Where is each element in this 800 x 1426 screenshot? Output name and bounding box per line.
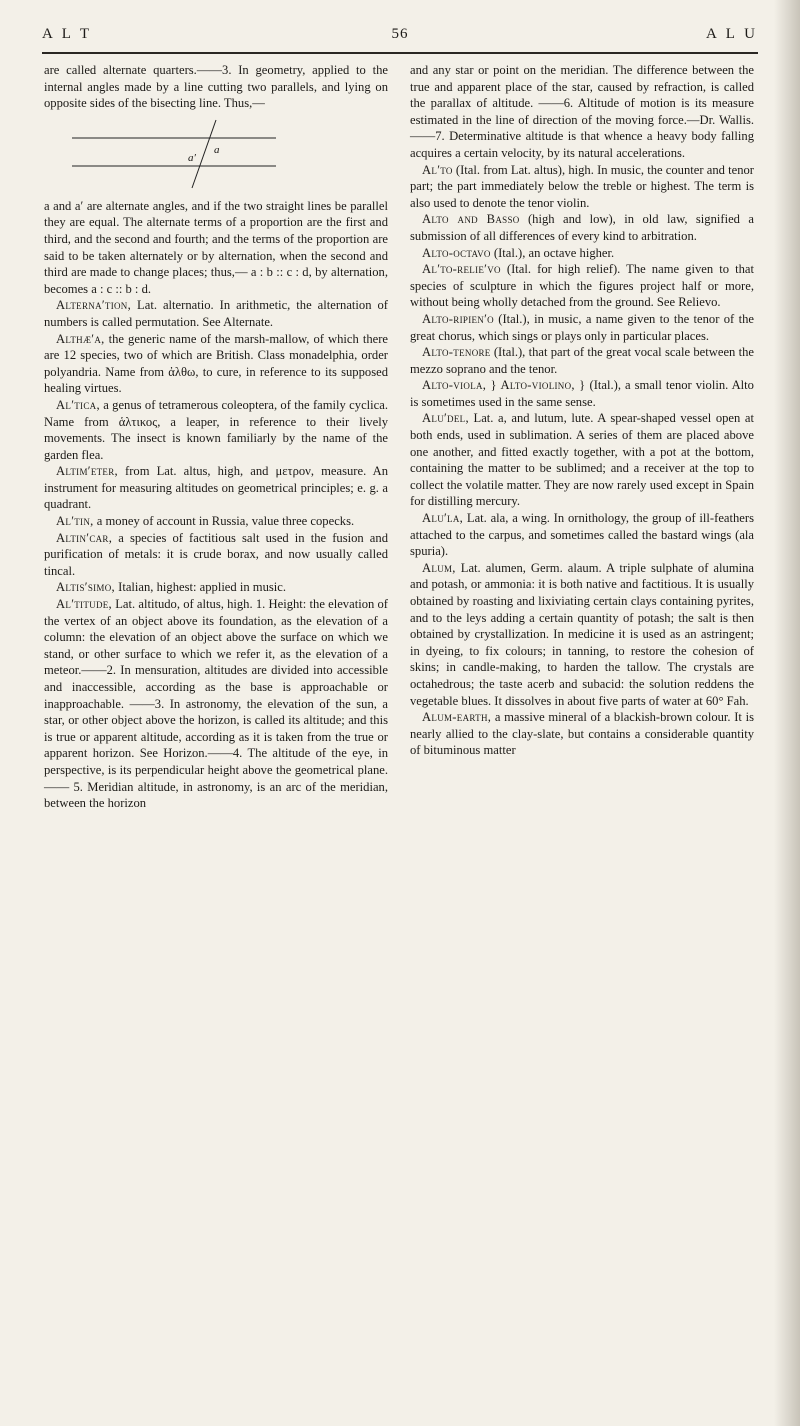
entry-text: Lat. alumen, Germ. alaum. A triple sulphate of alumina and potash, or ammonia: it is both native and factitious. It is usually obtained by roasting and lixiviating certain clays containing pyrites, and to the leys adding a certain quantity of potash; the salt is then obtained by crystallization. In medicine it is used as an astringent; in dyeing, to fix colours; in tanning, to restore the cohesion of skins; in candle-making, to harden the tallow. The crystals are octahedrous; the taste acerb and subacid: the solution reddens the vegetable blues. It dissolves in about five parts of water at 60° Fah. bbox=[410, 560, 754, 708]
dictionary-entry bbox=[410, 377, 754, 410]
entry-headword: Altim′eter, bbox=[56, 464, 118, 479]
dictionary-entry bbox=[410, 344, 754, 377]
entry-text: Italian, highest: applied in music. bbox=[118, 580, 287, 595]
entry-headword: Alto-ripien′o bbox=[422, 311, 494, 326]
entry-text: Lat. ala, a wing. In ornithology, the group of ill-feathers attached to the carpus, and sometimes called the bastard wings (ala spuria). bbox=[410, 511, 754, 559]
entry-text: Lat. alternatio. In arithmetic, the alternation of numbers is called permutation. See Alternate. bbox=[44, 298, 388, 329]
dictionary-entry bbox=[410, 162, 754, 212]
entry-headword: Alum-earth, bbox=[422, 710, 492, 725]
dictionary-entry bbox=[410, 410, 754, 510]
entry-text: (Ital. for high relief). The name given to that species of sculpture in which the figures project half or more, without being wholly detached from the ground. See Relievo. bbox=[410, 262, 754, 310]
left-column bbox=[44, 62, 388, 812]
angle-label-a: a bbox=[214, 143, 220, 156]
right-column bbox=[410, 62, 754, 759]
dictionary-entry bbox=[410, 311, 754, 344]
entry-headword: Alum, bbox=[422, 560, 456, 575]
entry-text: (Ital. from Lat. altus), high. In music, the counter and tenor part; the part immediately below the treble or highest. The term is also used to denote the tenor violin. bbox=[410, 162, 754, 210]
entry-text: the generic name of the marsh-mallow, of which there are 12 species, two of which are British. Class monadelphia, order polyandria. Name from ἀλθω, to cure, in reference to its supposed healing virtues. bbox=[44, 331, 388, 396]
entry-headword: Alto and Basso bbox=[422, 212, 520, 227]
entry-text: (Ital.), an octave higher. bbox=[493, 245, 615, 260]
entry-text: (Ital.), that part of the great vocal scale between the mezzo soprano and the tenor. bbox=[410, 345, 754, 376]
alternate-angles-text: a and a′ are alternate angles, and if the two straight lines be parallel they are equal. The alternate terms of a proportion are the first and third, and the second and fourth; and the terms of the proportion are said to be taken alternately or by alternation, when the second and third are made to change places; thus,— a : b :: c : d, by alternation, becomes a : c :: b : d. bbox=[44, 198, 388, 296]
entry-headword: Al′tin, bbox=[56, 514, 94, 529]
angle-label-a-prime: a′ bbox=[188, 151, 196, 164]
entry-headword: Alto-viola, } Alto-violino, } bbox=[422, 378, 586, 393]
entry-headword: Alu′del, bbox=[422, 411, 469, 426]
entry-headword: Al′tica, bbox=[56, 397, 100, 412]
page-edge-shadow bbox=[774, 0, 800, 1426]
alternate-angles-diagram bbox=[44, 114, 388, 192]
dictionary-entry bbox=[410, 560, 754, 709]
altitude-continuation: and any star or point on the meridian. The difference between the true and apparent place of the star, caused by refraction, is called the parallax of altitude. ——6. Altitude of motion is its measure estimated in the line of direction of the moving force.—Dr. Wallis.——7. Determinative altitude is that whence a heavy body falling acquires a certain velocity, by its natural accelerations. bbox=[410, 63, 754, 160]
entry-text: a genus of tetramerous coleoptera, of the family cyclica. Name from ἁλτικος, a leaper, in reference to their lively movements. The insect is known familiarly by the name of the garden flea. bbox=[44, 397, 388, 462]
dictionary-entry bbox=[410, 709, 754, 759]
running-head bbox=[42, 26, 758, 46]
entry-text: from Lat. altus, high, and μετρον, measure. An instrument for measuring altitudes on geometrical principles; e. g. a quadrant. bbox=[44, 464, 388, 512]
dictionary-entry bbox=[410, 510, 754, 560]
dictionary-entry bbox=[410, 261, 754, 311]
header-rule bbox=[42, 52, 758, 54]
entry-text: a massive mineral of a blackish-brown colour. It is nearly allied to the clay-slate, but contains a considerable quantity of bituminous matter bbox=[410, 710, 754, 758]
entry-text: Lat. a, and lutum, lute. A spear-shaped vessel open at both ends, used in sublimation. A series of them are placed above one another, and fitted exactly together, with a pot at the bottom, containing the matter to be sublimed; and a receiver at the top to collect the volatile matter. They are now rarely used except in Spain for distilling mercury. bbox=[410, 411, 754, 509]
dictionary-entry bbox=[44, 297, 388, 330]
entry-text: (Ital.), a small tenor violin. Alto is sometimes used in the same sense. bbox=[410, 378, 754, 409]
entry-headword: Alto-octavo bbox=[422, 245, 491, 260]
page-number: 56 bbox=[391, 26, 409, 42]
dictionary-entry bbox=[410, 211, 754, 244]
entry-text: (Ital.), in music, a name given to the tenor of the great chorus, which sings or plays only in particular places. bbox=[410, 311, 754, 343]
entry-headword: Al′titude, bbox=[56, 597, 112, 612]
entry-text: a money of account in Russia, value three copecks. bbox=[96, 514, 355, 529]
dictionary-entry bbox=[44, 397, 388, 463]
entry-headword: Alterna′tion, bbox=[56, 298, 132, 313]
dictionary-entry bbox=[44, 530, 388, 580]
dictionary-entry bbox=[44, 579, 388, 596]
entry-headword: Alu′la, bbox=[422, 511, 464, 526]
entry-headword: Altin′car, bbox=[56, 530, 113, 545]
dictionary-entry bbox=[44, 331, 388, 397]
entry-headword: Al′to bbox=[422, 162, 453, 177]
entry-text: a species of factitious salt used in the fusion and purification of metals: it is crude borax, and now usually called tincal. bbox=[44, 530, 388, 578]
entry-headword: Alto-tenore bbox=[422, 345, 491, 360]
entry-text: Lat. altitudo, of altus, high. 1. Height: the elevation of the vertex of an object above its foundation, as the elevation of a column: the elevation of an object above the surface on which we stand, or other surface to which we refer it, as the elevation of a meteor.——2. In mensuration, altitudes are divided into accessible and inaccessible, according as the base is approachable or inapproachable. ——3. In astronomy, the elevation of the sun, a star, or other object above the horizon, is called its altitude; and this is true or apparent altitude, according as it is taken from the true or apparent horizon. See Horizon.——4. The altitude of the eye, in perspective, is its perpendicular height above the geometrical plane.—— 5. Meridian altitude, in astronomy, is an arc of the meridian, between the horizon bbox=[44, 597, 388, 811]
dictionary-entry bbox=[410, 245, 754, 262]
dictionary-entry bbox=[44, 463, 388, 513]
running-head-right: A L U bbox=[706, 26, 758, 42]
running-head-left: A L T bbox=[42, 26, 93, 42]
entry-headword: Al′to-relie′vo bbox=[422, 262, 501, 277]
entry-headword: Althæ′a, bbox=[56, 331, 105, 346]
dictionary-entry bbox=[44, 596, 388, 812]
entry-headword: Altis′simo, bbox=[56, 580, 115, 595]
dictionary-entry bbox=[44, 513, 388, 530]
alternate-continuation: are called alternate quarters.——3. In geometry, applied to the internal angles made by a line cutting two parallels, and lying on opposite sides of the bisecting line. Thus,— bbox=[44, 63, 388, 111]
entry-text: (high and low), in old law, signified a submission of all differences of every kind to arbitration. bbox=[410, 212, 754, 243]
